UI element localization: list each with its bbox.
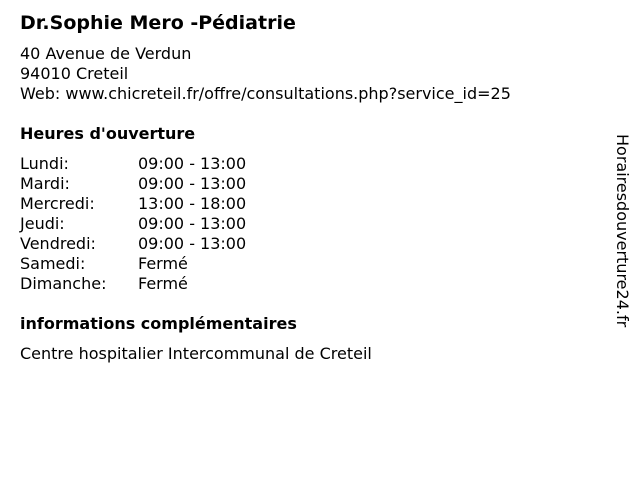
hours-row-jeudi <box>20 214 246 234</box>
hours-day: Vendredi: <box>20 234 96 253</box>
additional-info-heading: informations complémentaires <box>20 314 297 333</box>
hours-time: 09:00 - 13:00 <box>138 174 247 193</box>
hours-time: Fermé <box>138 254 188 273</box>
hours-row-mercredi <box>20 194 246 214</box>
opening-hours-heading: Heures d'ouverture <box>20 124 196 143</box>
page-title: Dr.Sophie Mero -Pédiatrie <box>20 12 296 34</box>
hours-row-samedi <box>20 254 246 274</box>
hours-row-vendredi <box>20 234 246 254</box>
hours-time: Fermé <box>138 274 188 293</box>
hours-time: 13:00 - 18:00 <box>138 194 247 213</box>
address-web: Web: www.chicreteil.fr/offre/consultations.php?service_id=25 <box>20 84 511 103</box>
hours-row-lundi <box>20 154 246 174</box>
hours-time: 09:00 - 13:00 <box>138 154 247 173</box>
address-block <box>20 44 511 104</box>
site-watermark-container <box>606 134 638 344</box>
hours-row-mardi <box>20 174 246 194</box>
additional-info-text: Centre hospitalier Intercommunal de Creteil <box>20 344 372 363</box>
hours-time: 09:00 - 13:00 <box>138 214 247 233</box>
hours-day: Jeudi: <box>20 214 65 233</box>
hours-row-dimanche <box>20 274 246 294</box>
hours-day: Lundi: <box>20 154 69 173</box>
address-street: 40 Avenue de Verdun <box>20 44 192 63</box>
address-city: 94010 Creteil <box>20 64 129 83</box>
hours-day: Mardi: <box>20 174 70 193</box>
hours-day: Dimanche: <box>20 274 107 293</box>
hours-day: Mercredi: <box>20 194 95 213</box>
site-watermark: Horairesdouverture24.fr <box>613 134 632 328</box>
opening-hours-table <box>20 154 246 294</box>
hours-day: Samedi: <box>20 254 86 273</box>
hours-time: 09:00 - 13:00 <box>138 234 247 253</box>
